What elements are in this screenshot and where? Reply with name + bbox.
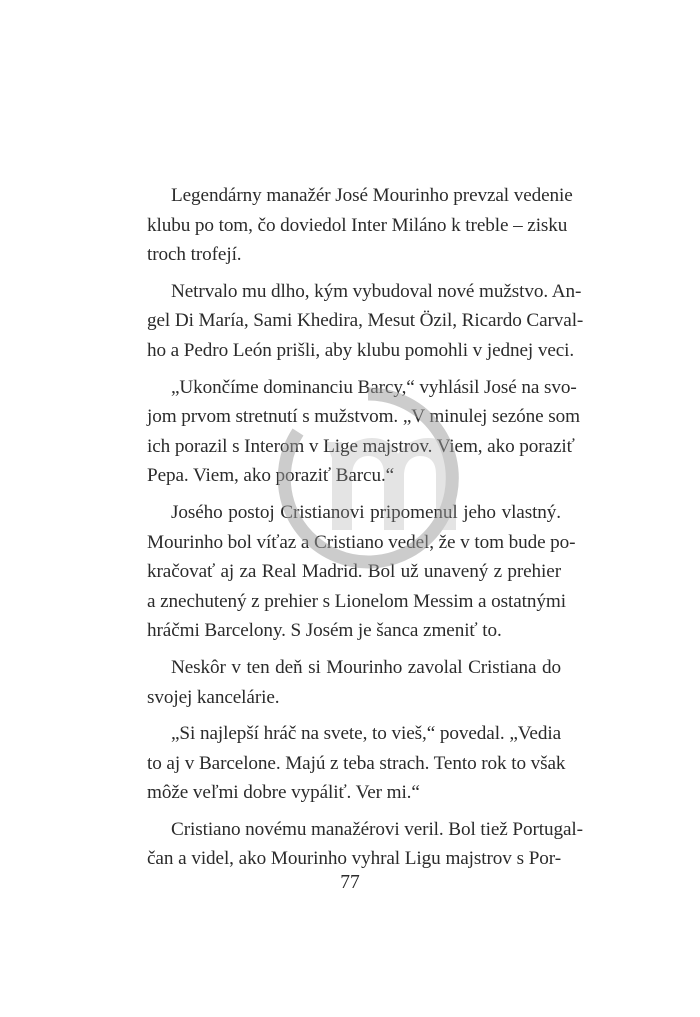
text-line: a znechutený z prehier s Lionelom Messim a ostatnými xyxy=(147,590,566,612)
text-line: Josého postoj Cristianovi pripomenul jeho vlastný. xyxy=(171,501,561,523)
text-line: „Ukončíme dominanciu Barcy,“ vyhlásil José na svo- xyxy=(171,376,577,398)
text-line: gel Di María, Sami Khedira, Mesut Özil, Ricardo Carval- xyxy=(147,310,584,332)
text-line: kračovať aj za Real Madrid. Bol už unavený z prehier xyxy=(147,561,561,583)
page-number: 77 xyxy=(340,872,360,893)
text-line: Netrvalo mu dlho, kým vybudoval nové mužstvo. An- xyxy=(171,280,582,302)
text-line: to aj v Barcelone. Majú z teba strach. Tento rok to však xyxy=(147,752,566,774)
paragraph xyxy=(147,373,580,491)
text-line: ho a Pedro León prišli, aby klubu pomohli v jednej veci. xyxy=(147,339,575,361)
text-line: Legendárny manažér José Mourinho prevzal vedenie xyxy=(171,185,573,206)
paragraph xyxy=(147,653,561,712)
paragraph xyxy=(147,719,566,808)
text-line: „Si najlepší hráč na svete, to vieš,“ povedal. „Vedia xyxy=(171,723,561,745)
text-line: ich porazil s Interom v Lige majstrov. Viem, ako poraziť xyxy=(147,435,575,457)
text-line: hráčmi Barcelony. S Josém je šanca zmeniť to. xyxy=(147,620,502,642)
paragraph xyxy=(147,815,583,874)
paragraph xyxy=(147,498,576,646)
paragraph xyxy=(147,277,584,366)
text-line: Neskôr v ten deň si Mourinho zavolal Cristiana do xyxy=(171,656,561,678)
body-text xyxy=(147,181,584,874)
paragraph xyxy=(147,181,573,270)
text-line: klubu po tom, čo doviedol Inter Miláno k treble – zisku xyxy=(147,214,568,236)
text-line: jom prvom stretnutí s mužstvom. „V minulej sezóne som xyxy=(147,406,580,428)
text-line: môže veľmi dobre vypáliť. Ver mi.“ xyxy=(147,782,420,804)
text-line: svojej kancelárie. xyxy=(147,686,280,708)
text-line: troch trofejí. xyxy=(147,244,242,266)
text-line: Cristiano novému manažérovi veril. Bol tiež Portugal- xyxy=(171,818,583,840)
text-line: Mourinho bol víťaz a Cristiano vedel, že v tom bude po- xyxy=(147,531,576,553)
text-line: čan a videl, ako Mourinho vyhral Ligu majstrov s Por- xyxy=(147,848,561,870)
text-line: Pepa. Viem, ako poraziť Barcu.“ xyxy=(147,465,395,487)
